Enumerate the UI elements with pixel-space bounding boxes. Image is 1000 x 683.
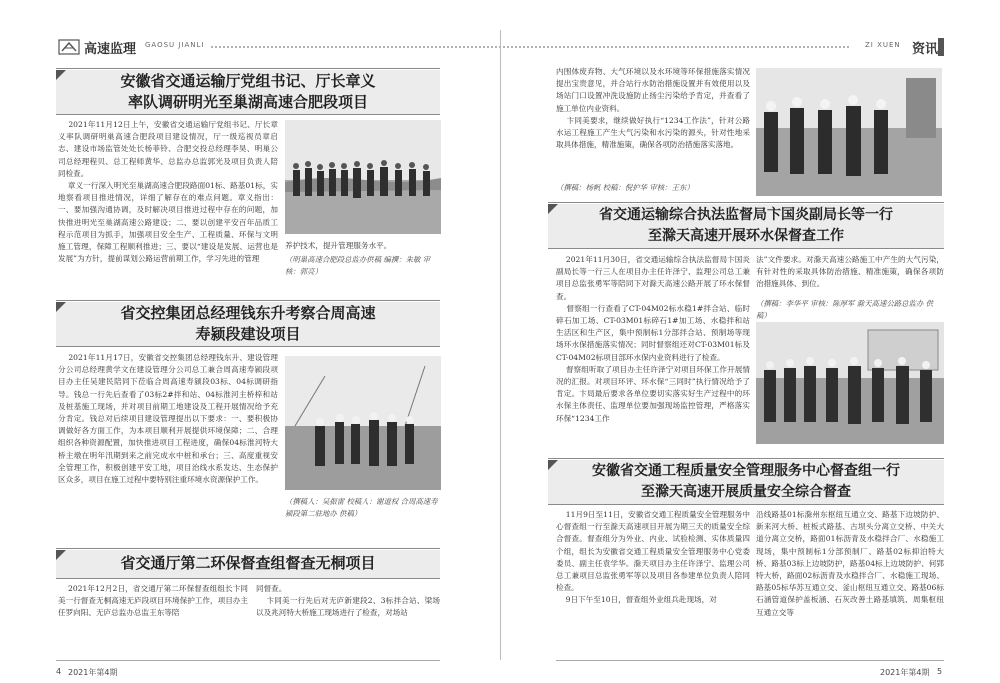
article5-body-col2: 法”文件要求。对滁天高速公路施工中产生的大气污染，有针对性的采取具体防治措施、精准施策，确保各项防治措施具体、到位。 [756, 255, 944, 289]
article2-title [56, 303, 440, 345]
header-right-marker [938, 38, 944, 56]
article1-caption: （明巢高速合肥段总监办供稿 编撰：朱敏 审核：郭亮） [285, 255, 431, 276]
article2-photo [285, 356, 441, 490]
article1-photo [285, 120, 441, 234]
article2-title-line2: 寿颍段建设项目 [195, 325, 301, 343]
article5-bottom-rule [548, 248, 944, 249]
article3-photo [756, 68, 942, 196]
article5-title-line2: 至滁天高速开展环水保督查工作 [648, 228, 844, 244]
left-page-number: 4 [56, 667, 62, 676]
page-spine [500, 30, 501, 660]
article3-title: 省交通厅第二环保督查组督查无桐项目 [120, 554, 376, 572]
left-footer-rule [56, 660, 440, 661]
article1-title [56, 71, 440, 113]
article6-bottom-rule [548, 504, 944, 505]
article5-top-rule [548, 202, 944, 203]
article1-bottom-rule [56, 114, 440, 115]
header-right-title: 资讯 [912, 42, 939, 57]
article2-bottom-rule [56, 346, 440, 347]
article1-title-line1: 安徽省交通运输厅党组书记、厅长章义 [120, 72, 376, 90]
article2-title-line1: 省交控集团总经理钱东升考察合周高速 [120, 304, 376, 322]
article6-top-rule [548, 458, 944, 459]
article5-body: 2021年11月30日，省交通运输综合执法监督局卞国炎副局长等一行三人在项目办主任许泽宁、监理公司总工兼项目总监张勇军等陪同下对滁天高速公路开展了环水保督查。 督察组一行查看了CT-04M02标水稳1#拌合站、临时碎石加工场、CT-03M01标碎石1#加工场、水稳拌和站生活区和生产区，集中预制标1分部拌合站、预制场等现场环水保措施落实情况；同时督察组还对CT-03M01标及CT-04M02标项目部环水保内业资料进行了检查。 督察组听取了项目办主任许泽宁对项目环保工作开展情况的汇报。对项目环评、环水保“三同时”执行情况给予了肯定。卞局最后要求各单位要切实落实好生产过程中的环水保主体责任、监理单位要加强现场监控管理，严格落实环保“1234工作 [556, 255, 750, 423]
article3-continued-body: 内围体废弃物、大气环境以及水环境等环保措施落实情况提出宝贵意见，并合站行水防治措施设置并有效使用以及场站门口设置冲洗设施防止扬尘污染给予肯定，并查看了施工单位内业资料。 卞同美要求，继续做好执行“1234工作法”，针对公路水运工程施工产生大气污染和水污染的源头，针对性地采取具体措施，精准施策，确保各项防治措施落实落地。 [556, 67, 750, 150]
article1-body: 2021年11月12日上午，安徽省交通运输厅党组书记、厅长章义率队调研明巢高速合肥段项目建设情况，厅一级巡视员章启志、建设市场监管处处长杨菲铃、合肥交投总经理李昊、明巢公司总经理程贝、总工程师黄华、总监办总监郭光及项目负责人陪同检查。 章义一行深入明光至巢湖高速合肥段路面01标、路基01标，实地察看项目推进情况，详细了解存在的难点问题。章义指出：一、要加强沟通协调，及时解决项目推进过程中存在的问题，加快推进明光至巢湖高速公路建设；二、要以创建平安百年品质工程示范项目为抓手，加强项目安全生产、工程质量、环保与文明施工管理，保障工程顺利推进；三、要以“建设是发展、运营也是发展”为方针，提前谋划公路运营前期工作，学习先进的管理 [58, 120, 278, 264]
right-issue: 2021年第4期 [880, 668, 930, 677]
article2-body: 2021年11月17日，安徽省交控集团总经理钱东升、建设管理分公司总经理黄学文在建设管理分公司总工兼合周高速寿颍段项目办主任吴建民陪同下莅临合周高速寿颍段03标、04标调研指导。钱总一行先后查看了03标2#拌和站、04标淮河主桥梓和站及桩基施工现场，并对项目前期工地建设及工程开展情况给予充分肯定。钱总对后续项目建设管理提出以下要求：一、要积极协调做好各方面工作，为本项目顺利开展提供环境保障；二、合理组织各种资源配置，加快推进项目工程进度，确保04标淮河特大桥主墩在明年汛期到来之前完成水中桩和承台；三、高度重视安全管理工作，积极创建平安工地，项目治线水系发达、生态保护区众多，项目在施工过程中要特别注重环境水资源保护工作。 [58, 353, 278, 485]
left-issue: 2021年第4期 [68, 668, 118, 677]
header-left-en: GAOSU JIANLI [145, 41, 205, 49]
article6-title [548, 461, 944, 503]
article3-body-col2: 同督查。 卞同美一行先后对无庐新建段2、3标拌合站、梁场以及兆河特大桥施工现场进行了检查，对场站 [256, 584, 440, 618]
header-dot-line [210, 46, 850, 48]
article6-body: 11月9日至11日，安徽省交通工程质量安全管理服务中心督查组一行至滁天高速项目开展为期三天的质量安全综合督查。督查组分为外业、内业、试验检测、实体质量四个组，组长为安徽省交通工程质量安全管理服务中心党委委员、副主任袁学华。滁天项目办主任许泽宁、监理公司总工兼项目总监张勇军等以及项目各参建单位负责人陪同检查。 9日下午至10日，督查组外业组兵赴现场，对 [556, 510, 750, 605]
article2-caption: （撰稿人：吴振雷 校稿人：谢道权 合周高速寿颍段第二驻地办 供稿） [285, 497, 438, 518]
article1-body-tail: 养护技术，提升管理服务水平。 [285, 241, 392, 250]
header-right-en: ZI XUEN [865, 41, 901, 49]
article1-title-line2: 率队调研明光至巢湖高速合肥段项目 [127, 93, 368, 111]
article6-title-line2: 至滁天高速开展质量安全综合督查 [641, 484, 851, 500]
article5-caption: （撰稿：李华平 审核：陈厚军 滁天高速公路总监办 供稿） [756, 299, 934, 320]
right-page-number: 5 [937, 667, 943, 676]
right-footer-rule [556, 660, 944, 661]
article5-title [548, 205, 944, 247]
article6-body-col2: 沿线路基01标滁州东枢纽互通立交、路基下边坡防护、新来河大桥、桩板式路基、古坝头分离立交桥、中关大道分离立交桥，路面01标沥青及水稳拌合厂、水稳施工现场，集中预制标1分部预制厂、路基02标抑泊特大桥、路基03标上边坡防护，路基04标上边坡防护、何郢特大桥，路面02标沥青及水稳拌合厂、水稳施工现场、路基05标华苏互通立交、釜山枢纽互通立交、路基06标石涵管道保护盖板涵、石灰改善土路基填筑、周集枢纽互通立交等 [756, 510, 944, 617]
article2-top-rule [56, 300, 440, 301]
article3-bottom-rule [56, 578, 440, 579]
article1-top-rule [56, 68, 440, 69]
article6-title-line1: 安徽省交通工程质量安全管理服务中心督查组一行 [592, 463, 900, 479]
article3-top-rule [56, 548, 440, 549]
article3-continued-caption: （撰稿：杨帆 校稿：倪护华 审核：王东） [556, 183, 694, 192]
header-left-title: 高速监理 [84, 42, 137, 57]
magazine-logo [58, 38, 80, 56]
article3-body: 2021年12月2日，省交通厅第二环保督查组组长卞同美一行督查无桐高速无庐段项目环境保护工作，项目办主任罗向阳、无庐总监办总监王东等陪 [58, 584, 248, 618]
article5-photo [756, 322, 944, 444]
article5-title-line1: 省交通运输综合执法监督局卞国炎副局长等一行 [599, 207, 893, 223]
